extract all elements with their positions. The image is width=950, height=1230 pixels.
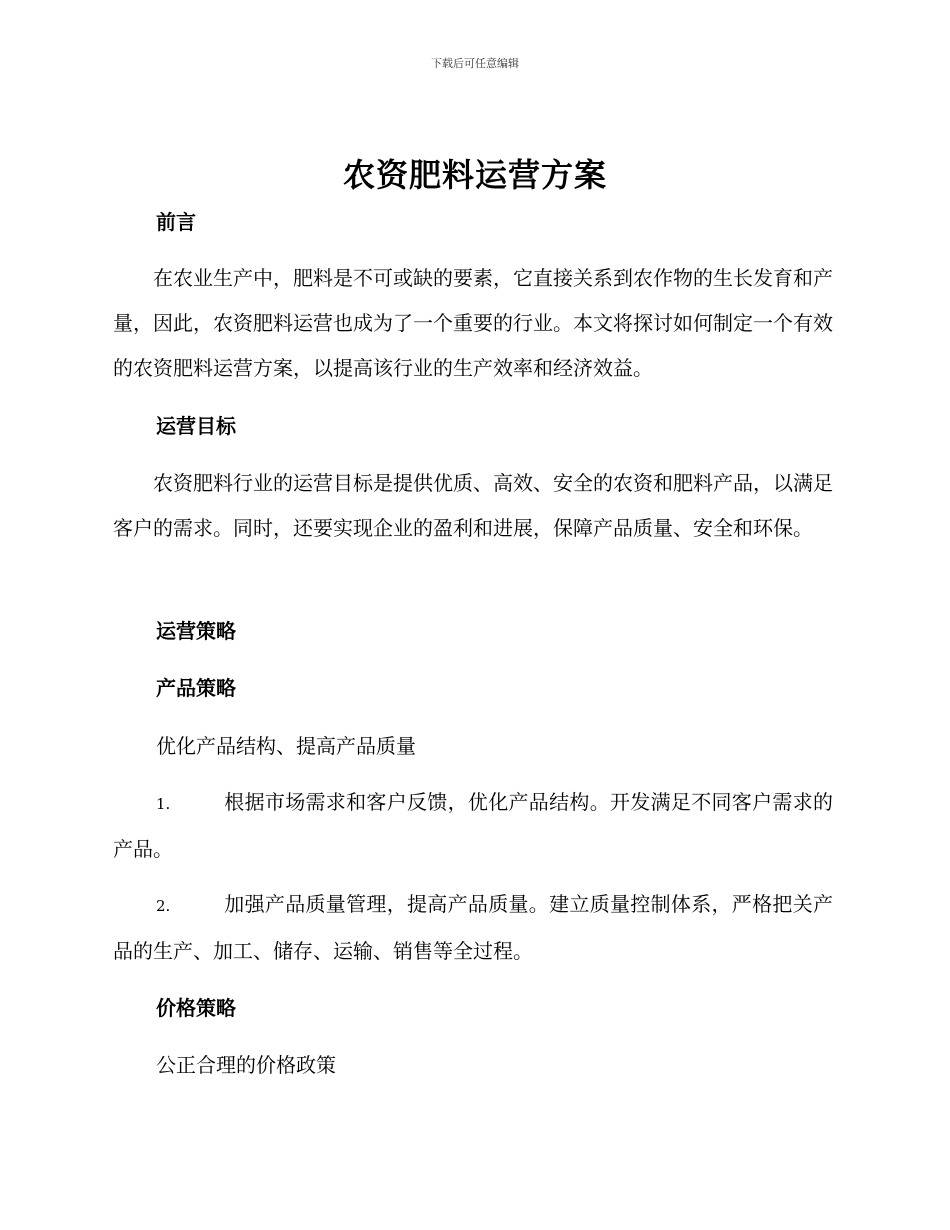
product-strategy-subtitle: 优化产品结构、提高产品质量 [156,734,416,758]
product-strategy-heading: 产品策略 [156,676,236,700]
goal-paragraph: 农资肥料行业的运营目标是提供优质、高效、安全的农资和肥料产品，以满足客户的需求。同时，还要实现企业的盈利和进展，保障产品质量、安全和环保。 [113,471,833,540]
list-item [113,780,833,872]
list-item-text: 根据市场需求和客户反馈，优化产品结构。开发满足不同客户需求的产品。 [113,790,833,861]
header-note: 下载后可任意编辑 [431,57,519,70]
list-item [113,882,833,974]
list-item-text: 加强产品质量管理，提高产品质量。建立质量控制体系，严格把关产品的生产、加工、储存、运输、销售等全过程。 [113,892,833,963]
goal-heading: 运营目标 [156,414,236,438]
price-strategy-heading: 价格策略 [156,996,236,1020]
price-strategy-subtitle: 公正合理的价格政策 [156,1053,336,1077]
list-item-number: 1. [156,795,171,813]
strategy-heading: 运营策略 [156,619,236,643]
preface-heading: 前言 [156,210,196,234]
list-item-number: 2. [156,897,171,915]
document-title: 农资肥料运营方案 [342,156,607,194]
preface-paragraph: 在农业生产中，肥料是不可或缺的要素，它直接关系到农作物的生长发育和产量，因此，农资肥料运营也成为了一个重要的行业。本文将探讨如何制定一个有效的农资肥料运营方案，以提高该行业的生产效率和经济效益。 [113,266,833,380]
